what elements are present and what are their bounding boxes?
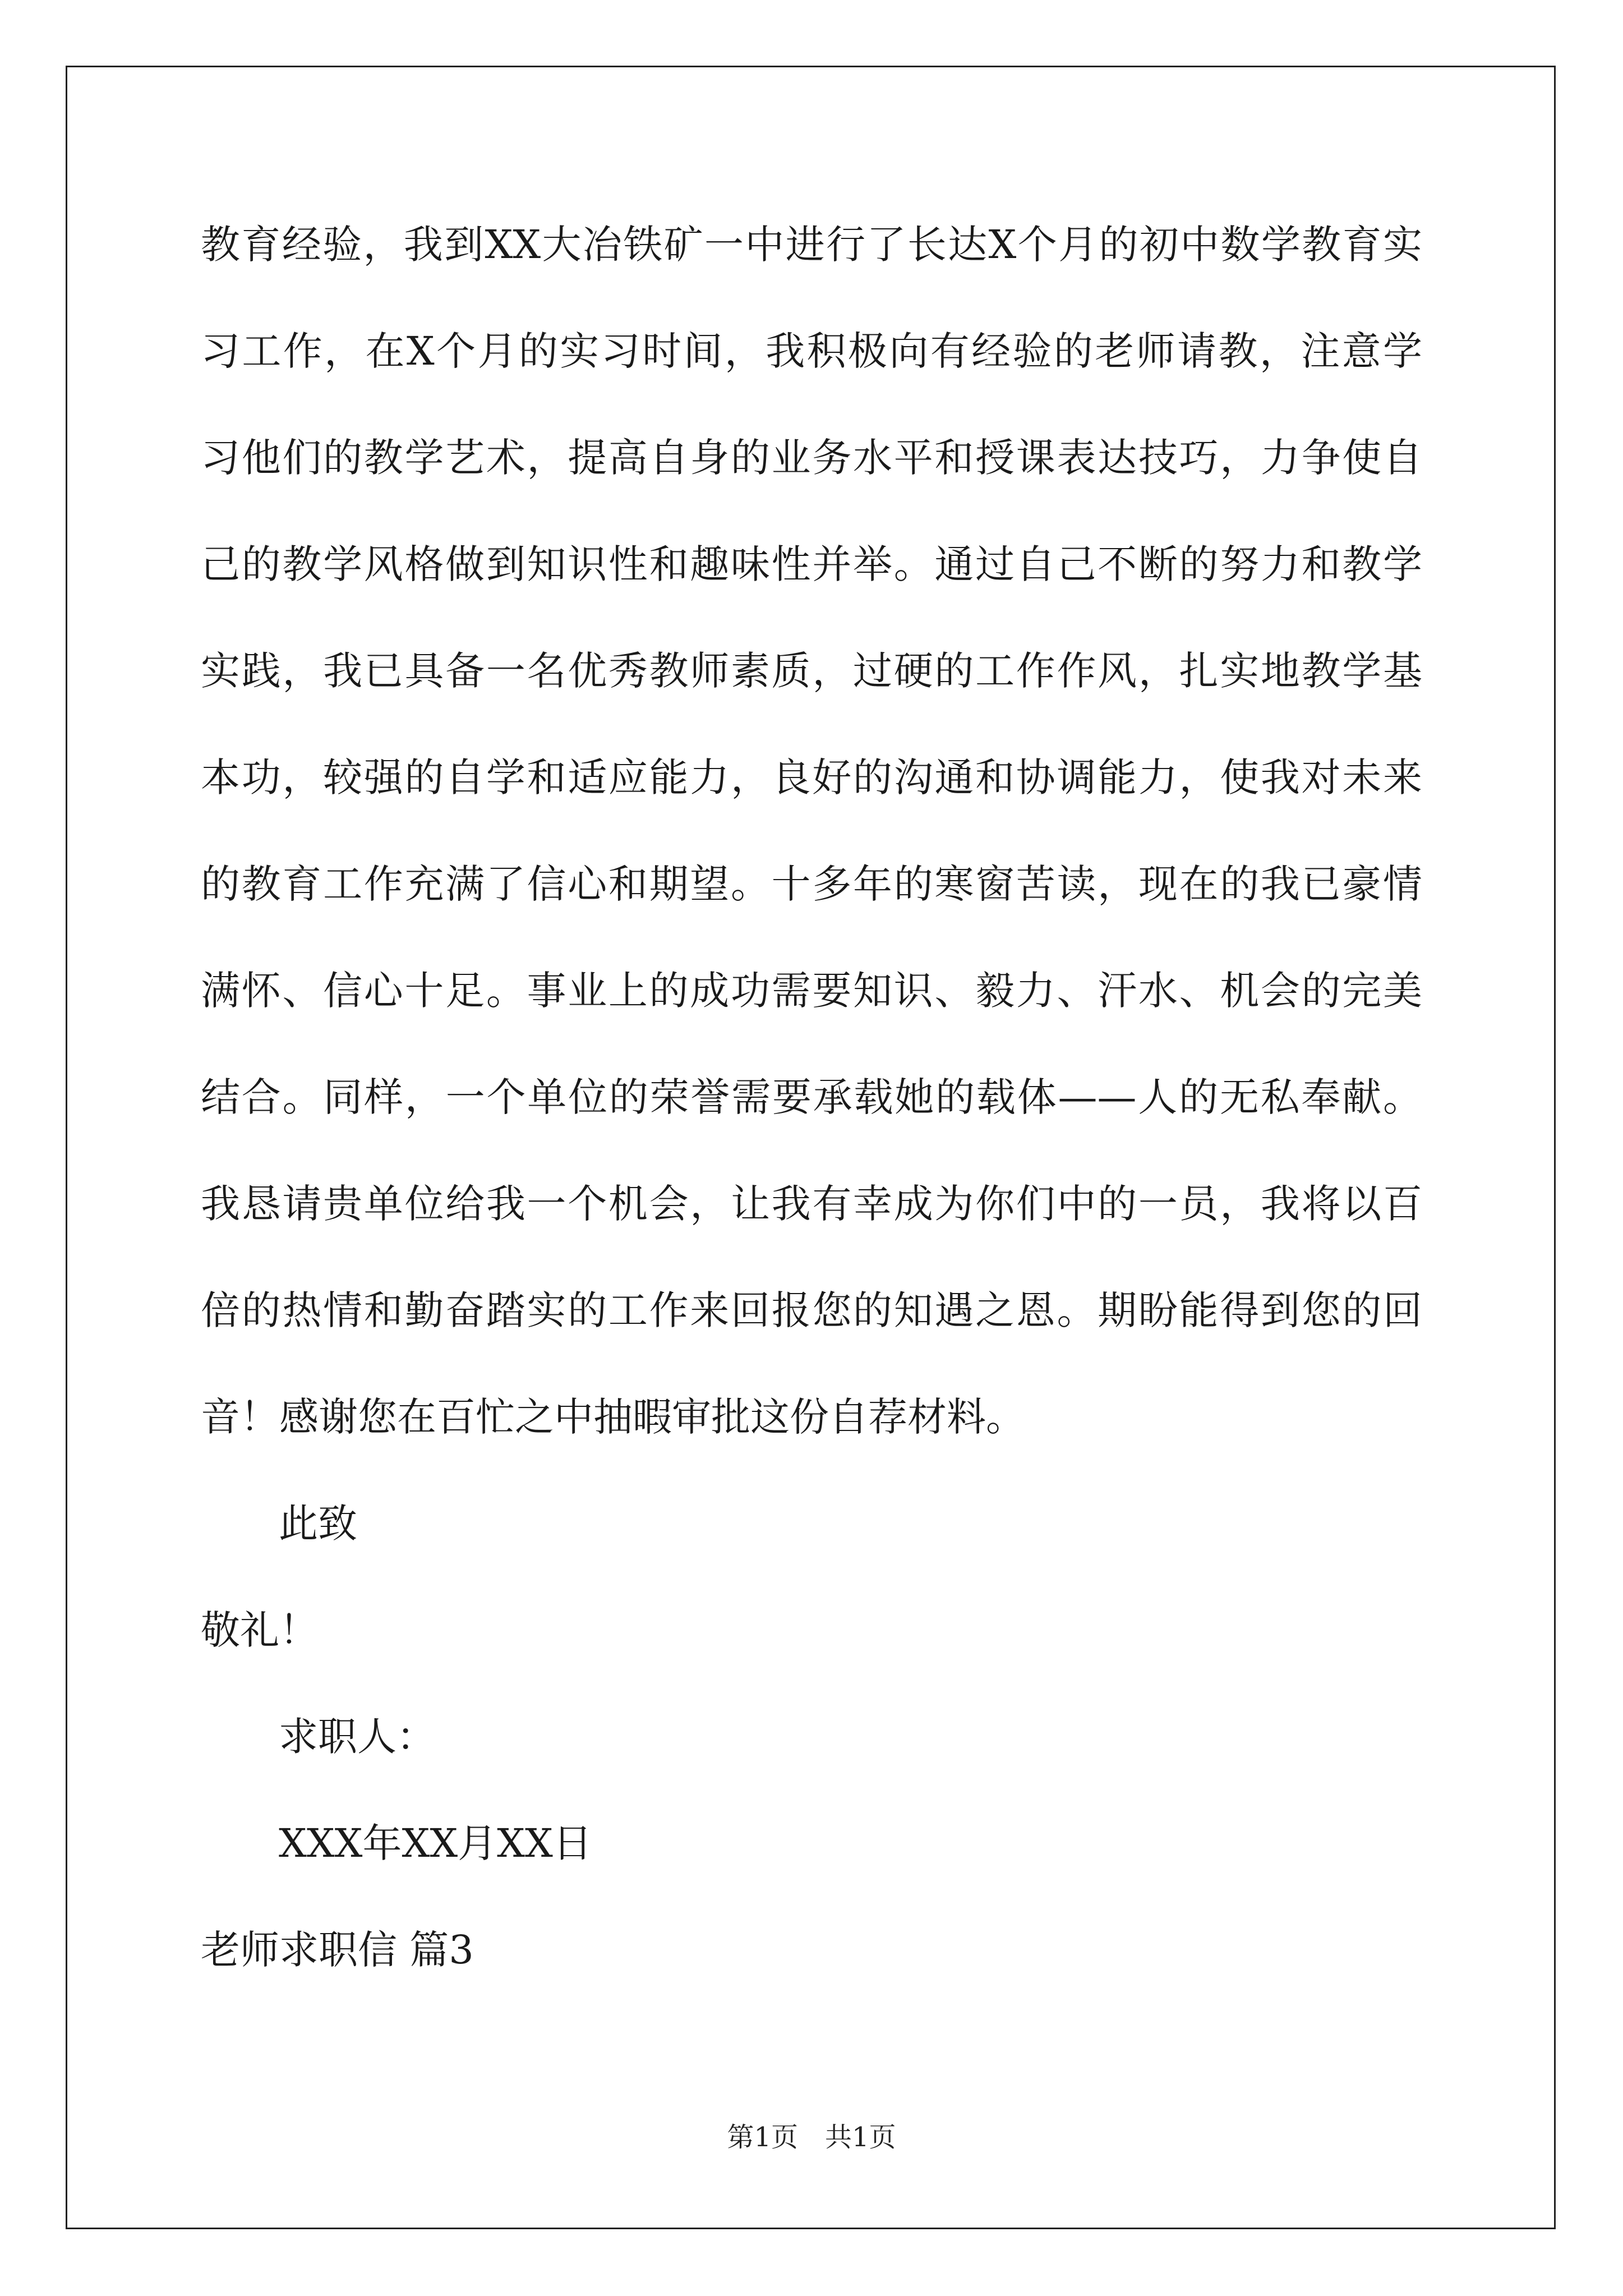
body-line-9: 结合。同样，一个单位的荣誉需要承载她的载体——人的无私奉献。 [201,1074,1422,1120]
section-heading: 老师求职信 篇3 [201,1927,474,1973]
body-line-4: 己的教学风格做到知识性和趣味性并举。通过自己不断的努力和教学 [201,541,1422,587]
body-line-5: 实践，我已具备一名优秀教师素质，过硬的工作作风，扎实地教学基 [201,648,1422,694]
letter-date: XXX年XX月XX日 [279,1820,592,1866]
body-line-12: 音！感谢您在百忙之中抽暇审批这份自荐材料。 [201,1394,1025,1440]
body-line-7: 的教育工作充满了信心和期望。十多年的寒窗苦读，现在的我已豪情 [201,861,1422,907]
body-line-3: 习他们的教学艺术，提高自身的业务水平和授课表达技巧，力争使自 [201,435,1422,481]
body-line-1: 教育经验，我到XX大冶铁矿一中进行了长达X个月的初中数学教育实 [201,222,1422,268]
body-line-8: 满怀、信心十足。事业上的成功需要知识、毅力、汗水、机会的完美 [201,968,1422,1014]
body-line-10: 我恳请贵单位给我一个机会，让我有幸成为你们中的一员，我将以百 [201,1181,1422,1227]
body-line-2: 习工作，在X个月的实习时间，我积极向有经验的老师请教，注意学 [201,328,1422,374]
page-footer: 第1页 共1页 [727,2122,896,2153]
salutation: 敬礼！ [201,1607,319,1653]
closing-phrase: 此致 [279,1501,357,1547]
signature-label: 求职人： [279,1714,436,1760]
body-line-6: 本功，较强的自学和适应能力，良好的沟通和协调能力，使我对未来 [201,754,1422,800]
body-line-11: 倍的热情和勤奋踏实的工作来回报您的知遇之恩。期盼能得到您的回 [201,1287,1422,1333]
page-border [66,66,1556,2229]
